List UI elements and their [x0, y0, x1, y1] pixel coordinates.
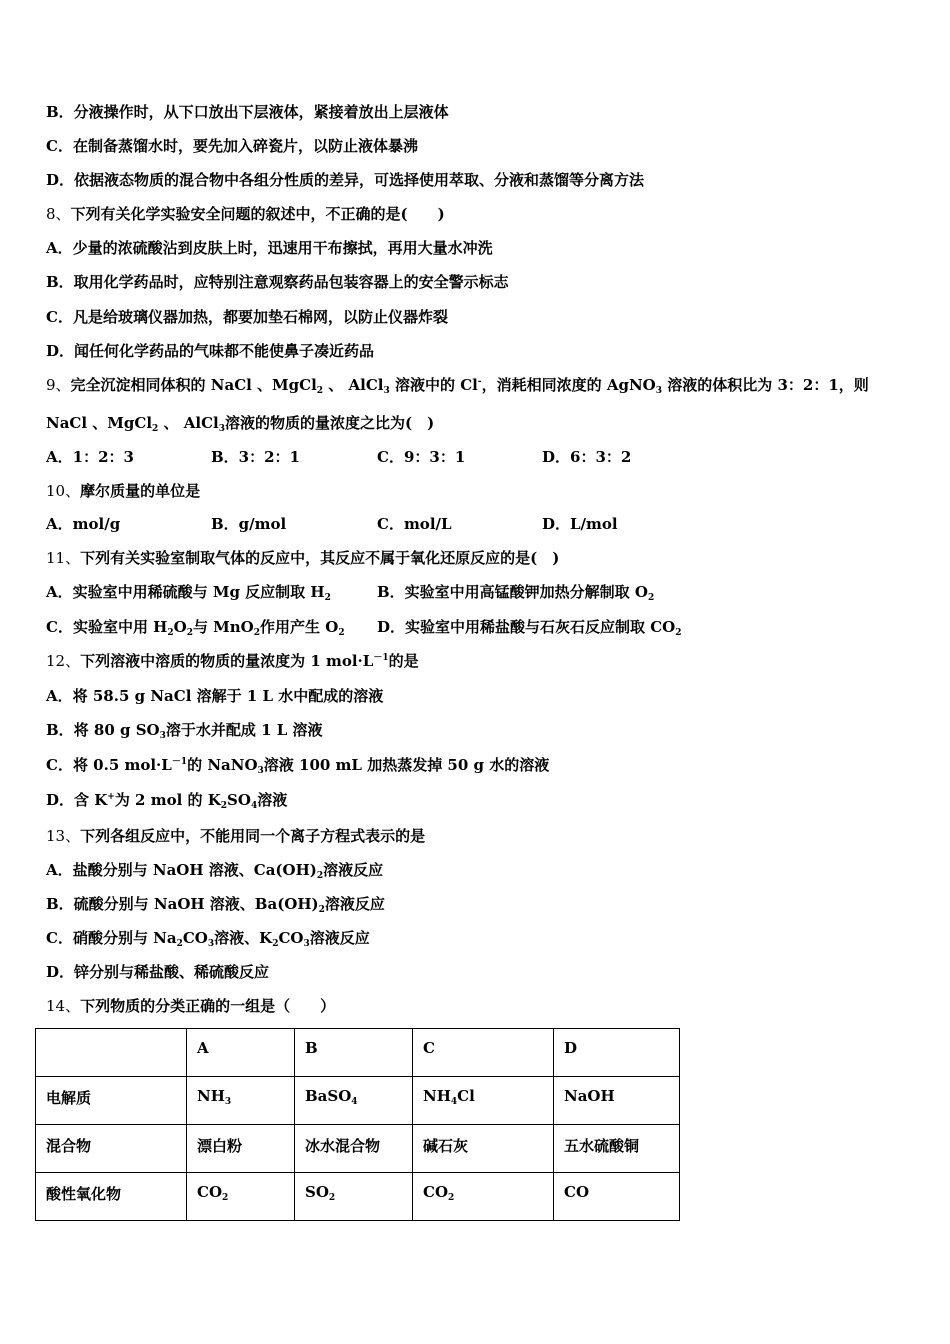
q10-option-d: D．L/mol — [542, 515, 618, 533]
q8-stem-text: 下列有关化学实验安全问题的叙述中，不正确的是( ) — [70, 205, 445, 223]
q9-option-c: C．9：3：1 — [377, 448, 466, 466]
q10-option-a: A．mol/g — [46, 515, 121, 533]
q9-stem-part: 完全沉淀相同体积的 NaCl 、MgCl$_2$ 、 AlCl$_3$ 溶液中的 Cl-，消耗相同浓度的 AgNO$_3$ 溶液的体积比为 3：2：1，则 — [70, 376, 869, 396]
q8-option-a: A．少量的浓硫酸沾到皮肤上时，迅速用干布擦拭，再用大量水冲洗 — [46, 239, 493, 257]
table-cell: 冰水混合物 — [295, 1125, 413, 1173]
q11-option-c: C．实验室中用 $H_2O_2$与 MnO$_2$作用产生 $O_2$ — [46, 618, 345, 638]
table-header-cell: A — [187, 1029, 295, 1077]
table-cell: NaOH — [554, 1077, 680, 1125]
q11-option-d: D．实验室中用稀盐酸与石灰石反应制取 $CO_2$ — [377, 618, 682, 638]
q14-stem — [46, 996, 335, 1016]
q13-stem-text: 下列各组反应中，不能用同一个离子方程式表示的是 — [80, 827, 426, 845]
table-cell: 漂白粉 — [187, 1125, 295, 1173]
q13-number: 13、 — [46, 827, 81, 845]
table-header-row — [36, 1029, 680, 1077]
q9-option-d: D．6：3：2 — [542, 448, 632, 466]
q12-stem — [46, 651, 419, 671]
table-cell: BaSO$_4$ — [295, 1077, 413, 1125]
q8-option-d: D．闻任何化学药品的气味都不能使鼻子凑近药品 — [46, 342, 375, 360]
q9-stem-line1 — [46, 375, 869, 395]
table-header-cell: D — [554, 1029, 680, 1077]
q8-stem — [46, 204, 445, 224]
table-cell: 混合物 — [36, 1125, 187, 1173]
q10-option-b: B．g/mol — [211, 515, 287, 533]
table-row — [36, 1125, 680, 1173]
table-cell: 五水硫酸铜 — [554, 1125, 680, 1173]
q10-option-c: C．mol/L — [377, 515, 452, 533]
q11-option-b: B．实验室中用高锰酸钾加热分解制取 $O_2$ — [377, 583, 655, 603]
q13-option-b: B．硫酸分别与 NaOH 溶液、$Ba(OH)_2$溶液反应 — [46, 895, 385, 915]
q9-option-a: A．1：2：3 — [46, 448, 134, 466]
q8-number: 8、 — [46, 205, 71, 223]
table-header-cell: B — [295, 1029, 413, 1077]
q10-number: 10、 — [46, 482, 81, 500]
q12-option-b: B．将 80 g $SO_3$溶于水并配成 1 L 溶液 — [46, 721, 323, 741]
q12-option-a: A．将 58.5 g NaCl 溶解于 1 L 水中配成的溶液 — [46, 687, 384, 705]
q13-option-c: C．硝酸分别与 $Na_2CO_3$溶液、$K_2CO_3$溶液反应 — [46, 929, 370, 949]
q12-option-c: C．将 0.5 $mol\cdot L^{-1}$的 NaNO$_3$溶液 100 mL 加热蒸发掉 50 g 水的溶液 — [46, 756, 550, 776]
table-cell: CO — [554, 1173, 680, 1221]
q10-stem-text: 摩尔质量的单位是 — [80, 482, 201, 500]
table-cell: 电解质 — [36, 1077, 187, 1125]
table-header-cell — [36, 1029, 187, 1077]
q9-stem-line2: NaCl 、MgCl$_2$ 、 AlCl$_3$溶液的物质的量浓度之比为( ) — [46, 414, 435, 434]
table-cell: $NH_4Cl$ — [413, 1077, 554, 1125]
q11-number: 11、 — [46, 549, 81, 567]
q11-option-a: A．实验室中用稀硫酸与 Mg 反应制取 $H_2$ — [46, 583, 331, 603]
q7-option-c: C．在制备蒸馏水时，要先加入碎瓷片，以防止液体暴沸 — [46, 137, 418, 155]
q13-option-d: D．锌分别与稀盐酸、稀硫酸反应 — [46, 963, 270, 981]
q8-option-c: C．凡是给玻璃仪器加热，都要加垫石棉网，以防止仪器炸裂 — [46, 308, 448, 326]
q9-option-b: B．3：2：1 — [211, 448, 300, 466]
table-cell: $CO_2$ — [413, 1173, 554, 1221]
q13-stem — [46, 826, 425, 846]
table-row — [36, 1077, 680, 1125]
q7-option-b: B．分液操作时，从下口放出下层液体，紧接着放出上层液体 — [46, 103, 449, 121]
q12-number: 12、 — [46, 652, 81, 670]
table-cell: 酸性氧化物 — [36, 1173, 187, 1221]
q14-number: 14、 — [46, 997, 81, 1015]
q13-option-a: A．盐酸分别与 NaOH 溶液、$Ca(OH)_2$溶液反应 — [46, 861, 384, 881]
q8-option-b: B．取用化学药品时，应特别注意观察药品包装容器上的安全警示标志 — [46, 273, 509, 291]
q10-stem — [46, 481, 200, 501]
q7-option-d: D．依据液态物质的混合物中各组分性质的差异，可选择使用萃取、分液和蒸馏等分离方法 — [46, 171, 645, 189]
q11-stem — [46, 548, 559, 568]
q11-stem-text: 下列有关实验室制取气体的反应中，其反应不属于氧化还原反应的是( ) — [80, 549, 560, 567]
q12-option-d: D．含 K+为 2 mol 的 $K_2SO_4$溶液 — [46, 791, 288, 811]
table-cell: $NH_3$ — [187, 1077, 295, 1125]
q14-stem-text: 下列物质的分类正确的一组是（ ） — [80, 997, 336, 1015]
q12-stem-text: 下列溶液中溶质的物质的量浓度为 1 $mol\cdot L^{-1}$的是 — [80, 652, 419, 670]
table-cell: $SO_2$ — [295, 1173, 413, 1221]
table-row — [36, 1173, 680, 1221]
table-cell: $CO_2$ — [187, 1173, 295, 1221]
classification-table — [35, 1028, 680, 1221]
table-header-cell: C — [413, 1029, 554, 1077]
q9-number: 9、 — [46, 376, 71, 394]
table-cell: 碱石灰 — [413, 1125, 554, 1173]
